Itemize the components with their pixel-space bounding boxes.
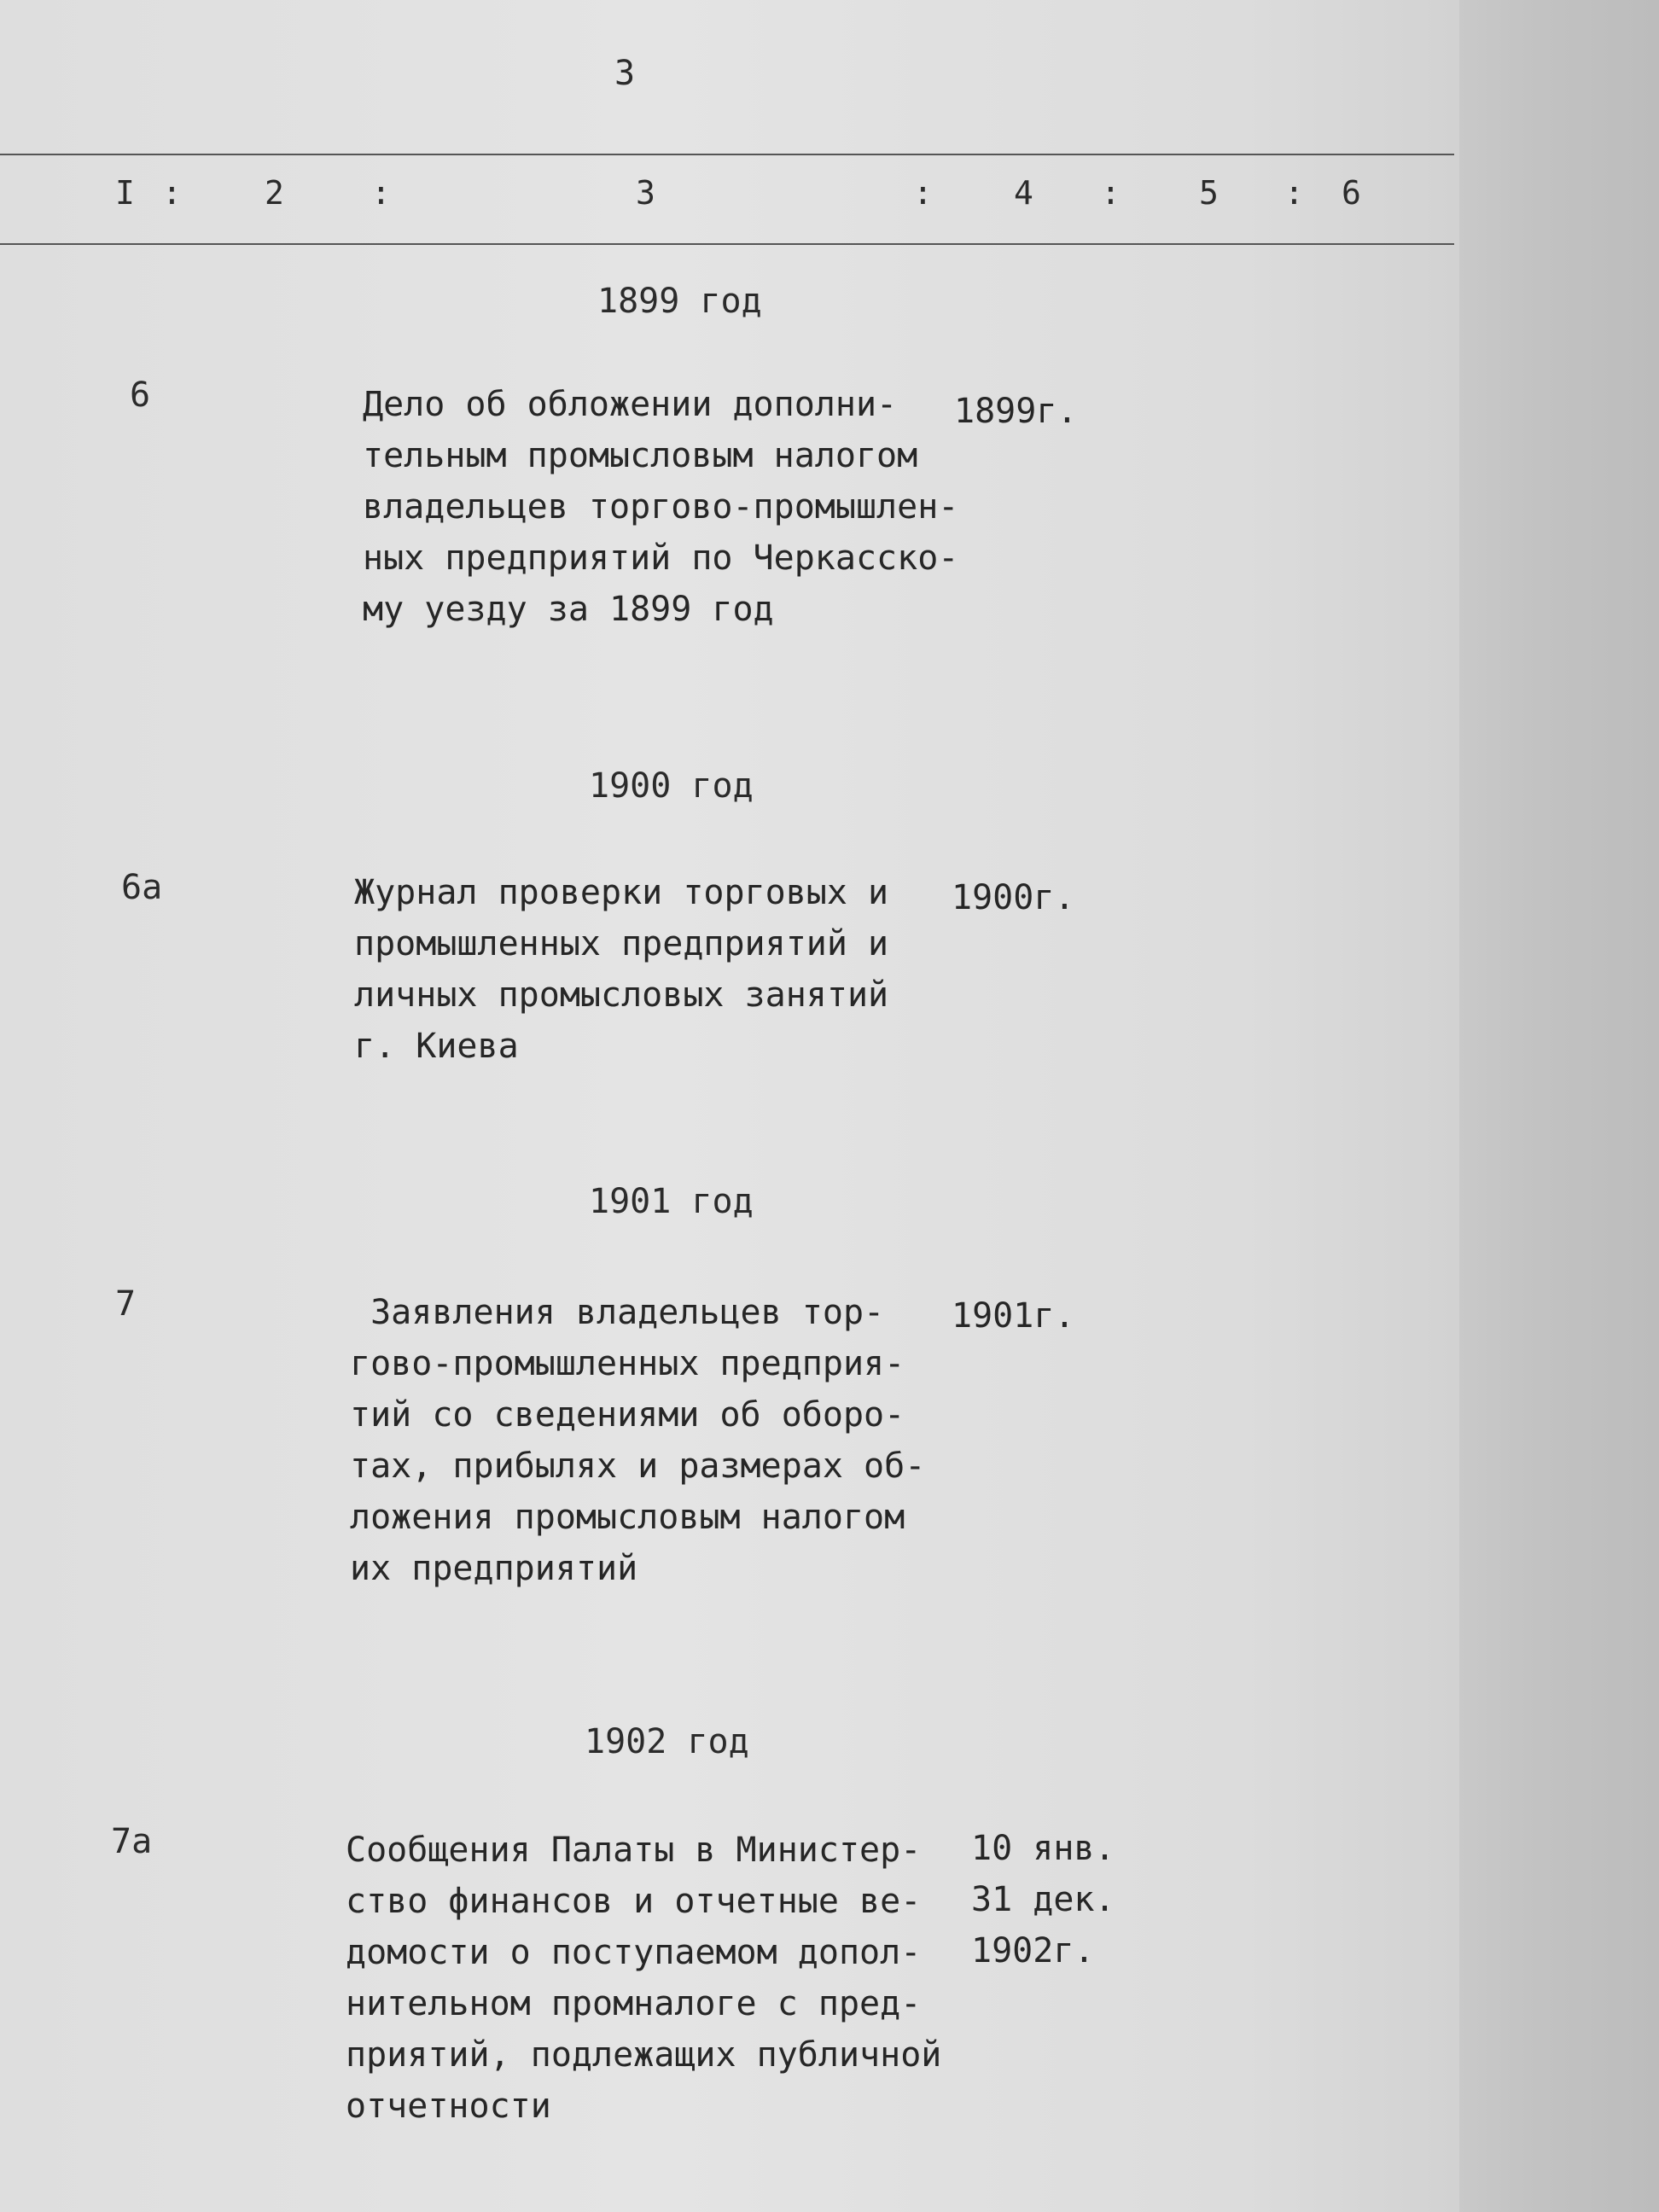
entry-description — [363, 379, 1011, 635]
header-separator: : — [371, 174, 391, 212]
entry-number: 7а — [111, 1822, 153, 1861]
entry-date — [954, 386, 1078, 437]
description-line: г. Киева — [354, 1027, 519, 1066]
description-line: отчетности — [346, 2087, 551, 2126]
description-line: му уезду за 1899 год — [363, 590, 774, 629]
date-line: 1900г. — [952, 878, 1075, 917]
description-line: ных предприятий по Черкасско- — [363, 538, 959, 578]
description-line: тий со сведениями об оборо- — [350, 1395, 905, 1435]
year-heading-1899: 1899 год — [597, 282, 762, 321]
header-col-5: 5 — [1199, 174, 1219, 212]
header-separator: : — [913, 174, 933, 212]
header-separator: : — [1284, 174, 1304, 212]
entry-number: 6а — [121, 868, 163, 907]
year-heading-1902: 1902 год — [585, 1722, 749, 1761]
description-line: тах, прибылях и размерах об- — [350, 1447, 926, 1486]
header-col-2: 2 — [265, 174, 284, 212]
description-line: Дело об обложении дополни- — [363, 385, 898, 424]
description-line: Журнал проверки торговых и — [354, 873, 889, 912]
date-line: 1902г. — [971, 1931, 1095, 1970]
header-col-4: 4 — [1014, 174, 1033, 212]
description-line: тельным промысловым налогом — [363, 436, 918, 475]
date-line: 1901г. — [952, 1296, 1075, 1336]
page-edge-shadow — [1459, 0, 1659, 2212]
description-line: промышленных предприятий и — [354, 924, 889, 963]
page-number: 3 — [614, 54, 637, 93]
date-line: 10 янв. — [971, 1829, 1115, 1868]
year-heading-1900: 1900 год — [589, 766, 754, 806]
description-line: ложения промысловым налогом — [350, 1498, 905, 1537]
header-separator: : — [162, 174, 182, 212]
header-col-6: 6 — [1342, 174, 1361, 212]
description-line: Заявления владельцев тор- — [350, 1293, 885, 1332]
entry-description — [350, 1287, 998, 1594]
header-col-3: 3 — [636, 174, 655, 212]
entry-description — [354, 867, 1003, 1072]
description-line: личных промысловых занятий — [354, 975, 889, 1015]
entry-date — [952, 872, 1075, 923]
entry-number: 7 — [115, 1284, 137, 1324]
entry-date — [952, 1290, 1075, 1342]
year-heading-1901: 1901 год — [589, 1182, 754, 1221]
description-line: Сообщения Палаты в Министер- — [346, 1831, 922, 1870]
header-separator: : — [1101, 174, 1121, 212]
entry-number: 6 — [130, 375, 151, 415]
description-line: нительном промналоге с пред- — [346, 1984, 922, 2023]
description-line: гово-промышленных предприя- — [350, 1344, 905, 1383]
header-col-1: I — [115, 174, 135, 212]
header-top-rule — [0, 154, 1454, 155]
description-line: домости о поступаемом допол- — [346, 1933, 922, 1972]
date-line: 31 дек. — [971, 1880, 1115, 1919]
entry-date — [971, 1823, 1115, 1976]
header-bottom-rule — [0, 243, 1454, 245]
description-line: приятий, подлежащих публичной — [346, 2035, 942, 2075]
entry-description — [346, 1825, 994, 2132]
description-line: владельцев торгово-промышлен- — [363, 487, 959, 527]
description-line: ство финансов и отчетные ве- — [346, 1882, 922, 1921]
date-line: 1899г. — [954, 392, 1078, 431]
description-line: их предприятий — [350, 1549, 638, 1588]
